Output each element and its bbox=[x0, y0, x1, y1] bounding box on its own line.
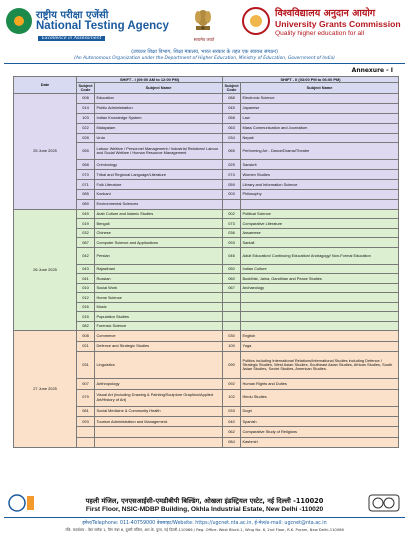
shift-2-subject-name: Sanskrit bbox=[241, 160, 399, 170]
exam-schedule-table bbox=[13, 76, 399, 448]
shift-2-subject-code: 033 bbox=[223, 406, 241, 416]
shift-2-subject-code: 062 bbox=[223, 427, 241, 437]
shift-2-subject-name: Assamese bbox=[241, 228, 399, 238]
shift-1-subject-name: Labour Welfare / Personnel Management / Industrial Relations/ Labour and Social Welfare / Human Resource Management bbox=[95, 143, 223, 160]
footer-address-hindi: पहली मंजिल, एनएसआईसी-एमडीबीपी बिल्डिंग, ओखला इंडस्ट्रियल एस्टेट, नई दिल्ली -110020 bbox=[85, 497, 324, 505]
shift-1-subject-name: Social Work bbox=[95, 283, 223, 293]
shift-2-subject-name bbox=[241, 302, 399, 312]
shift-2-subject-name: English bbox=[241, 331, 399, 341]
shift-1-subject-code: 022 bbox=[77, 123, 95, 133]
shift-1-header: SHIFT - I (09:00 AM to 12:00 PM) bbox=[77, 77, 223, 83]
shift-2-subject-name: Spanish bbox=[241, 416, 399, 426]
shift-2-name-header: Subject Name bbox=[241, 83, 399, 94]
shift-1-subject-code: 014 bbox=[77, 103, 95, 113]
shift-1-subject-name: Social Medicine & Community Health bbox=[95, 406, 223, 416]
shift-2-subject-name: Hindu Studies bbox=[241, 389, 399, 406]
shift-2-subject-name: Philosophy bbox=[241, 190, 399, 200]
shift-2-subject-name: Comparative Literature bbox=[241, 219, 399, 229]
ugc-logo-icon bbox=[242, 7, 270, 35]
shift-2-subject-code: 002 bbox=[223, 209, 241, 219]
shift-1-subject-code: 089 bbox=[77, 200, 95, 210]
shift-2-subject-code: 065 bbox=[223, 143, 241, 160]
exam-date-cell: 27 June 2025 bbox=[14, 331, 77, 448]
shift-1-subject-name bbox=[95, 427, 223, 437]
shift-2-subject-code: 060 bbox=[223, 274, 241, 284]
shift-1-subject-code: 087 bbox=[77, 238, 95, 248]
exam-date-cell: 25 June 2025 bbox=[14, 93, 77, 209]
shift-2-subject-name: Adult Education/ Continuing Education/ Andragogy/ Non-Formal Education bbox=[241, 247, 399, 264]
shift-1-subject-name: Persian bbox=[95, 247, 223, 264]
shift-1-name-header: Subject Name bbox=[95, 83, 223, 94]
anniversary-logo-icon bbox=[367, 492, 401, 514]
shift-2-subject-code: 088 bbox=[223, 93, 241, 103]
shift-1-subject-name: Public Administration bbox=[95, 103, 223, 113]
shift-2-subject-name: Law bbox=[241, 113, 399, 123]
shift-1-subject-name: Indian Knowledge System bbox=[95, 113, 223, 123]
shift-2-subject-name bbox=[241, 321, 399, 331]
shift-1-subject-code: 070 bbox=[77, 170, 95, 180]
shift-2-subject-code bbox=[223, 302, 241, 312]
shift-1-subject-name: Urdu bbox=[95, 133, 223, 143]
shift-2-subject-code: 046 bbox=[223, 247, 241, 264]
shift-1-subject-code: 010 bbox=[77, 283, 95, 293]
shift-1-subject-name: Environmental Sciences bbox=[95, 200, 223, 210]
footer-address-english: First Floor, NSIC-MDBP Building, Okhla Industrial Estate, New Delhi -110020 bbox=[85, 506, 324, 513]
shift-2-subject-code: 074 bbox=[223, 170, 241, 180]
shift-1-subject-name bbox=[95, 437, 223, 447]
shift-1-subject-code: 071 bbox=[77, 180, 95, 190]
shift-2-subject-code: 100 bbox=[223, 341, 241, 351]
shift-2-subject-name: Japanese bbox=[241, 103, 399, 113]
shift-2-subject-name: Performing Art - Dance/Drama/Theatre bbox=[241, 143, 399, 160]
shift-2-subject-code: 036 bbox=[223, 228, 241, 238]
shift-1-subject-name: Commerce bbox=[95, 331, 223, 341]
shift-1-subject-name: Arab Culture and Islamic Studies bbox=[95, 209, 223, 219]
footer-registered-office: रजि. कार्यालय : वेस्ट ब्लॉक 1, विंग नंबर 6, दूसरी मंजिल, आर.के. पुरम, नई दिल्ली-110066 / Reg. Office: West Block-1, Wing No. 6, 2nd Floor, R.K. Puram, New Delhi-110066 bbox=[65, 528, 344, 532]
shift-1-subject-name: Folk Literature bbox=[95, 180, 223, 190]
ugc-tagline: Quality higher education for all bbox=[275, 30, 365, 37]
shift-2-subject-name: Women Studies bbox=[241, 170, 399, 180]
shift-2-subject-code: 025 bbox=[223, 160, 241, 170]
shift-1-subject-code: 068 bbox=[77, 160, 95, 170]
shift-2-subject-code: 034 bbox=[223, 133, 241, 143]
shift-1-subject-code: 079 bbox=[77, 389, 95, 406]
shift-1-subject-code: 103 bbox=[77, 113, 95, 123]
shift-2-subject-code: 067 bbox=[223, 283, 241, 293]
shift-1-subject-name: Linguistics bbox=[95, 352, 223, 379]
shift-2-subject-name bbox=[241, 312, 399, 322]
shift-1-subject-code: 055 bbox=[77, 143, 95, 160]
shift-2-subject-name: Library and Information Science bbox=[241, 180, 399, 190]
nta-logo-icon bbox=[6, 8, 32, 34]
schedule-body bbox=[14, 93, 399, 447]
footer-contact: इमेल/Telephone: 011-40759000 वेबसाइट/Website: https://ugcnet.nta.ac.in, ई-मेल/e-mail: ugcnet@nta.ac.in bbox=[82, 521, 327, 526]
shift-2-subject-name: Kashmiri bbox=[241, 437, 399, 447]
shift-1-subject-code: 093 bbox=[77, 416, 95, 426]
shift-2-subject-name: Dogri bbox=[241, 406, 399, 416]
shift-1-subject-code: 008 bbox=[77, 93, 95, 103]
shift-1-subject-code: 049 bbox=[77, 209, 95, 219]
ugc-name-hindi: विश्वविद्यालय अनुदान आयोग bbox=[275, 8, 376, 19]
shift-2-subject-name: Archaeology bbox=[241, 283, 399, 293]
shift-1-subject-name: Forensic Science bbox=[95, 321, 223, 331]
shift-1-subject-code: 041 bbox=[77, 274, 95, 284]
nta-name-hindi: राष्ट्रीय परीक्षा एजेंसी bbox=[36, 10, 109, 21]
shift-1-subject-name: Chinese bbox=[95, 228, 223, 238]
shift-2-subject-name bbox=[241, 200, 399, 210]
shift-2-subject-code: 003 bbox=[223, 190, 241, 200]
shift-1-subject-code: 015 bbox=[77, 312, 95, 322]
shift-2-subject-code: 058 bbox=[223, 113, 241, 123]
shift-1-code-header: Subject Code bbox=[78, 82, 93, 93]
table-row bbox=[14, 209, 399, 219]
shift-2-subject-code: 045 bbox=[223, 103, 241, 113]
shift-2-subject-code: 059 bbox=[223, 180, 241, 190]
ugc-name-english: University Grants Commission bbox=[275, 19, 401, 29]
shift-2-subject-name bbox=[241, 293, 399, 303]
shift-1-subject-name: Music bbox=[95, 302, 223, 312]
shift-1-subject-code: 032 bbox=[77, 228, 95, 238]
shift-1-subject-code: 012 bbox=[77, 293, 95, 303]
annexure-label: Annexure - I bbox=[351, 67, 393, 74]
shift-2-subject-name: Politics including International Relations/International Studies including Defence / Strategic Studies, West Asian Studies, Southeast Asian Studies, African Studies, South Asian Studies, Soviet Studies, American Studies. bbox=[241, 352, 399, 379]
shift-2-subject-code: 030 bbox=[223, 331, 241, 341]
shift-2-subject-code: 073 bbox=[223, 219, 241, 229]
shift-1-subject-code: 031 bbox=[77, 352, 95, 379]
shift-2-subject-name: Comparative Study of Religions bbox=[241, 427, 399, 437]
shift-1-subject-name: Malayalam bbox=[95, 123, 223, 133]
shift-2-subject-name: Santali bbox=[241, 238, 399, 248]
shift-2-subject-code: 093 bbox=[223, 238, 241, 248]
shift-2-subject-code: 092 bbox=[223, 379, 241, 389]
shift-2-subject-name: Human Rights and Duties bbox=[241, 379, 399, 389]
shift-2-subject-code bbox=[223, 200, 241, 210]
shift-2-subject-name: Buddhist, Jaina, Gandhian and Peace Studies bbox=[241, 274, 399, 284]
shift-1-subject-name: Tribal and Regional Language/Literature bbox=[95, 170, 223, 180]
nta-name-english: National Testing Agency bbox=[36, 20, 169, 32]
shift-1-subject-name: Computer Science and Applications bbox=[95, 238, 223, 248]
shift-1-subject-code bbox=[77, 427, 95, 437]
shift-1-subject-name: Criminology bbox=[95, 160, 223, 170]
table-row bbox=[14, 331, 399, 341]
shift-1-subject-code: 085 bbox=[77, 190, 95, 200]
shift-1-subject-code: 019 bbox=[77, 219, 95, 229]
national-emblem-icon bbox=[190, 4, 216, 34]
exam-date-cell: 26 June 2025 bbox=[14, 209, 77, 331]
shift-1-subject-name: Rajasthani bbox=[95, 264, 223, 274]
shift-1-subject-name: Defence and Strategic Studies bbox=[95, 341, 223, 351]
subtitle-english: (An Autonomous Organization under the Department of Higher Education, Ministry of Education, Government of India) bbox=[74, 56, 335, 61]
shift-2-subject-code: 084 bbox=[223, 437, 241, 447]
shift-1-subject-code bbox=[77, 437, 95, 447]
date-column-header: Date bbox=[14, 77, 77, 94]
shift-2-header: SHIFT - II (03:00 PM to 06:00 PM) bbox=[223, 77, 399, 83]
shift-1-subject-code: 007 bbox=[77, 379, 95, 389]
table-row bbox=[14, 93, 399, 103]
shift-1-subject-name: Population Studies bbox=[95, 312, 223, 322]
shift-1-subject-name: Visual Art (including Drawing & Painting/Sculpture Graphics/Applied Art/History of Art) bbox=[95, 389, 223, 406]
shift-2-subject-name: Political Science bbox=[241, 209, 399, 219]
shift-1-subject-name: Home Science bbox=[95, 293, 223, 303]
shift-1-subject-name: Bengali bbox=[95, 219, 223, 229]
subtitle-hindi: (उच्चतर शिक्षा विभाग, शिक्षा मंत्रालय, भारत सरकार के तहत एक स्वायत्त संगठन) bbox=[131, 49, 278, 55]
shift-2-code-header: Subject Code bbox=[224, 82, 239, 93]
shift-1-subject-code: 028 bbox=[77, 133, 95, 143]
shift-2-subject-name: Yoga bbox=[241, 341, 399, 351]
shift-2-subject-code: 090 bbox=[223, 352, 241, 379]
shift-1-subject-code: 042 bbox=[77, 247, 95, 264]
shift-2-subject-code: 102 bbox=[223, 389, 241, 406]
shift-2-subject-name: Electronic Science bbox=[241, 93, 399, 103]
shift-2-subject-code bbox=[223, 312, 241, 322]
shift-1-subject-name: Anthropology bbox=[95, 379, 223, 389]
header-divider bbox=[4, 63, 405, 64]
shift-2-subject-name: Mass Communication and Journalism bbox=[241, 123, 399, 133]
shift-1-subject-code: 008 bbox=[77, 331, 95, 341]
shift-1-subject-name: Tourism Administration and Management. bbox=[95, 416, 223, 426]
emblem-caption: सत्यमेव जयते bbox=[193, 37, 215, 42]
shift-1-subject-name: Education bbox=[95, 93, 223, 103]
shift-2-subject-code bbox=[223, 321, 241, 331]
schedule-table-container bbox=[13, 76, 398, 486]
shift-2-subject-code: 040 bbox=[223, 416, 241, 426]
footer-divider bbox=[4, 517, 405, 518]
shift-1-subject-code: 043 bbox=[77, 264, 95, 274]
shift-2-subject-name: Indian Culture bbox=[241, 264, 399, 274]
shift-1-subject-code: 081 bbox=[77, 406, 95, 416]
shift-1-subject-code: 021 bbox=[77, 341, 95, 351]
shift-2-subject-code bbox=[223, 293, 241, 303]
shift-1-subject-name: Konkani bbox=[95, 190, 223, 200]
shift-1-subject-name: Russian bbox=[95, 274, 223, 284]
shift-2-subject-name: Nepali bbox=[241, 133, 399, 143]
shift-1-subject-code: 082 bbox=[77, 321, 95, 331]
shift-2-subject-code: 050 bbox=[223, 264, 241, 274]
shift-2-subject-code: 063 bbox=[223, 123, 241, 133]
nta-tagline: Excellence in Assessment bbox=[38, 36, 105, 41]
shift-1-subject-code: 016 bbox=[77, 302, 95, 312]
